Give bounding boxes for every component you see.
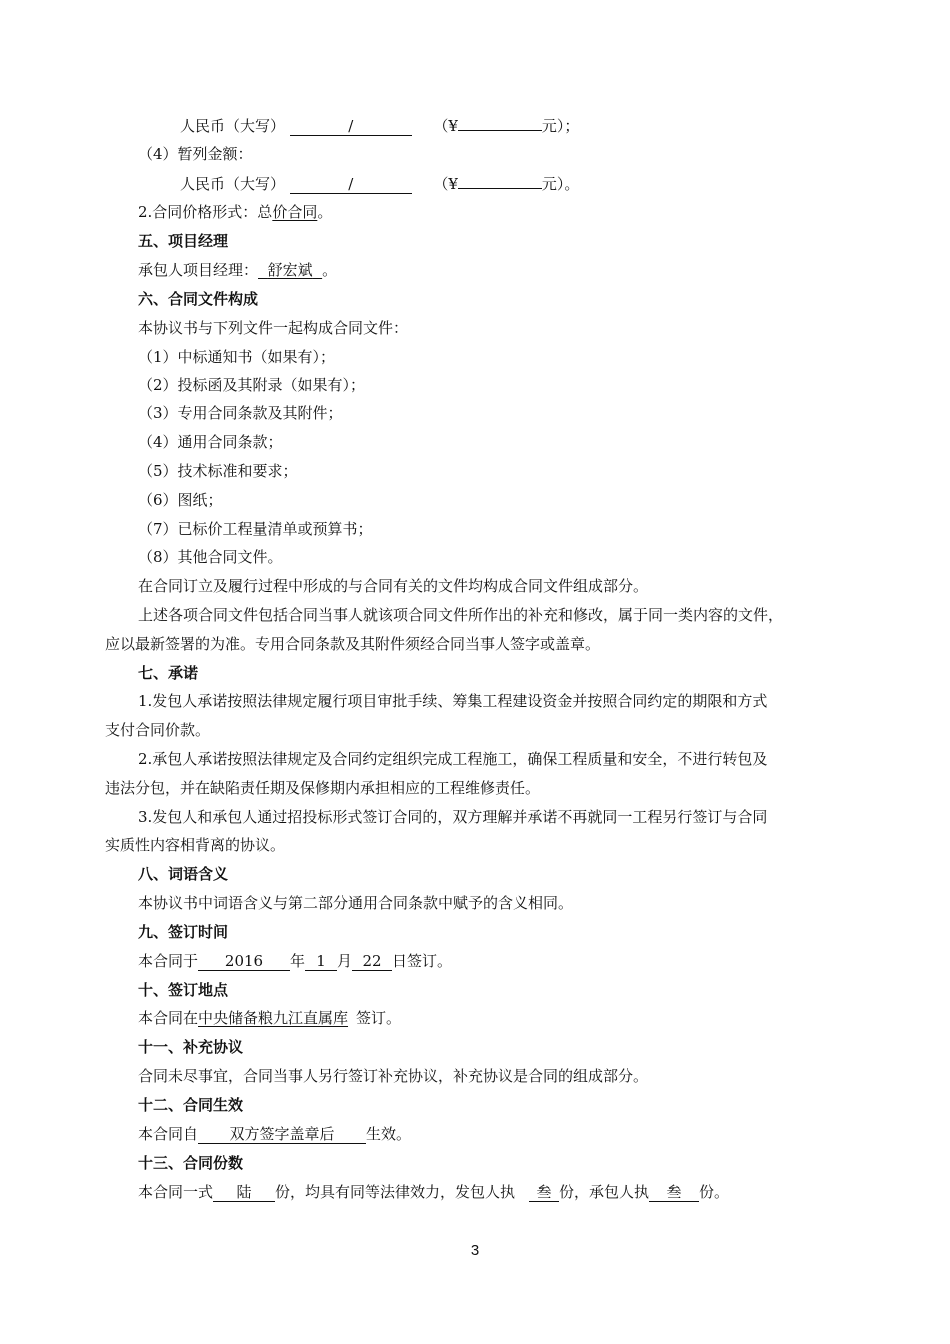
commitment-3b: 实质性内容相背离的协议。 — [105, 836, 286, 854]
contract-documents-intro: 本协议书与下列文件一起构成合同文件： — [138, 319, 409, 337]
section-title-signing-date: 九、签订时间 — [138, 923, 229, 941]
copies-mid-1: 份，均具有同等法律效力，发包人执 — [275, 1183, 516, 1201]
year-field — [198, 952, 290, 971]
commitment-2b: 违法分包，并在缺陷责任期及保修期内承担相应的工程维修责任。 — [105, 779, 541, 797]
commitment-1b: 支付合同价款。 — [105, 721, 211, 739]
project-manager-name-field — [258, 261, 322, 279]
signing-date-line — [138, 948, 845, 974]
document-item: （3）专用合同条款及其附件； — [138, 404, 343, 422]
document-item: （8）其他合同文件。 — [138, 548, 283, 566]
total-copies: 陆 — [236, 1183, 252, 1201]
contract-documents-paragraph-2b: 应以最新签署的为准。专用合同条款及其附件须经合同当事人签字或盖章。 — [105, 635, 601, 653]
rmb-amount-line-2 — [180, 170, 845, 196]
section-title-project-manager: 五、项目经理 — [138, 232, 229, 250]
yen-blank — [458, 170, 542, 189]
rmb-label: 人民币（大写） — [180, 117, 286, 135]
effectiveness-prefix: 本合同自 — [138, 1125, 199, 1143]
day-label: 日签订。 — [392, 952, 453, 970]
period: 。 — [317, 203, 333, 221]
section-title-effectiveness: 十二、合同生效 — [138, 1096, 244, 1114]
document-item: （2）投标函及其附录（如果有）； — [138, 376, 366, 394]
effectiveness-suffix: 生效。 — [366, 1125, 412, 1143]
rmb-blank — [290, 175, 412, 194]
yen-open: （¥ — [433, 175, 458, 193]
copies-prefix: 本合同一式 — [138, 1183, 214, 1201]
slash: / — [348, 175, 354, 193]
definitions-text: 本协议书中词语含义与第二部分通用合同条款中赋予的含义相同。 — [138, 894, 574, 912]
section-title-copies: 十三、合同份数 — [138, 1154, 244, 1172]
day-field — [352, 952, 392, 971]
contract-documents-paragraph-2a: 上述各项合同文件包括合同当事人就该项合同文件所作出的补充和修改，属于同一类内容的文件， — [138, 606, 784, 624]
project-manager-line — [138, 257, 845, 283]
page-number: 3 — [470, 1242, 480, 1259]
price-form-label: 2.合同价格形式：总 — [138, 203, 273, 221]
price-form-value: 价合同 — [272, 203, 318, 221]
section-title-contract-documents: 六、合同文件构成 — [138, 290, 259, 308]
signing-day: 22 — [362, 952, 382, 970]
section-title-supplementary: 十一、补充协议 — [138, 1038, 244, 1056]
signing-place-suffix: 签订。 — [356, 1009, 402, 1027]
document-item: （5）技术标准和要求； — [138, 462, 298, 480]
rmb-amount-line-1 — [180, 112, 845, 138]
section-title-definitions: 八、词语含义 — [138, 865, 229, 883]
signing-month: 1 — [316, 952, 326, 970]
rmb-label: 人民币（大写） — [180, 175, 286, 193]
provisional-sum-label: （4）暂列金额： — [138, 145, 253, 163]
effectiveness-line — [138, 1121, 845, 1147]
signing-place: 中央储备粮九江直属库 — [198, 1009, 349, 1027]
effectiveness-condition: 双方签字盖章后 — [229, 1125, 335, 1143]
yuan-close: 元）； — [541, 117, 580, 135]
signing-place-line — [138, 1005, 845, 1031]
commitment-3a: 3.发包人和承包人通过招投标形式签订合同的，双方理解并承诺不再就同一工程另行签订与合同 — [138, 808, 768, 826]
effectiveness-field — [198, 1125, 366, 1144]
project-manager-name: 舒宏斌 — [267, 261, 313, 279]
slash: / — [348, 117, 354, 135]
contractor-copies-field — [649, 1183, 699, 1202]
signing-place-prefix: 本合同在 — [138, 1009, 199, 1027]
month-label: 月 — [337, 952, 353, 970]
period: 。 — [322, 261, 338, 279]
employer-copies-field — [529, 1183, 559, 1202]
copies-mid-2: 份，承包人执 — [559, 1183, 650, 1201]
copies-line — [138, 1179, 845, 1205]
document-item: （6）图纸； — [138, 491, 223, 509]
price-form-line — [138, 199, 845, 225]
supplementary-text: 合同未尽事宜，合同当事人另行签订补充协议，补充协议是合同的组成部分。 — [138, 1067, 649, 1085]
contractor-copies: 叁 — [666, 1183, 682, 1201]
document-item: （7）已标价工程量清单或预算书； — [138, 520, 373, 538]
year-label: 年 — [290, 952, 306, 970]
commitment-2a: 2.承包人承诺按照法律规定及合同约定组织完成工程施工，确保工程质量和安全，不进行转包及 — [138, 750, 768, 768]
signing-date-prefix: 本合同于 — [138, 952, 199, 970]
signing-year: 2016 — [224, 952, 264, 970]
document-item: （4）通用合同条款； — [138, 433, 283, 451]
section-title-commitments: 七、承诺 — [138, 664, 199, 682]
section-title-signing-place: 十、签订地点 — [138, 981, 229, 999]
contract-documents-paragraph-1: 在合同订立及履行过程中形成的与合同有关的文件均构成合同文件组成部分。 — [138, 577, 649, 595]
total-copies-field — [213, 1183, 275, 1202]
copies-suffix: 份。 — [699, 1183, 730, 1201]
month-field — [305, 952, 337, 971]
rmb-blank — [290, 117, 412, 136]
commitment-1a: 1.发包人承诺按照法律规定履行项目审批手续、筹集工程建设资金并按照合同约定的期限和方式 — [138, 692, 768, 710]
yen-blank — [458, 112, 542, 131]
project-manager-label: 承包人项目经理： — [138, 261, 259, 279]
document-item: （1）中标通知书（如果有）； — [138, 348, 336, 366]
yen-open: （¥ — [433, 117, 458, 135]
employer-copies: 叁 — [536, 1183, 552, 1201]
yuan-close: 元）。 — [541, 175, 580, 193]
